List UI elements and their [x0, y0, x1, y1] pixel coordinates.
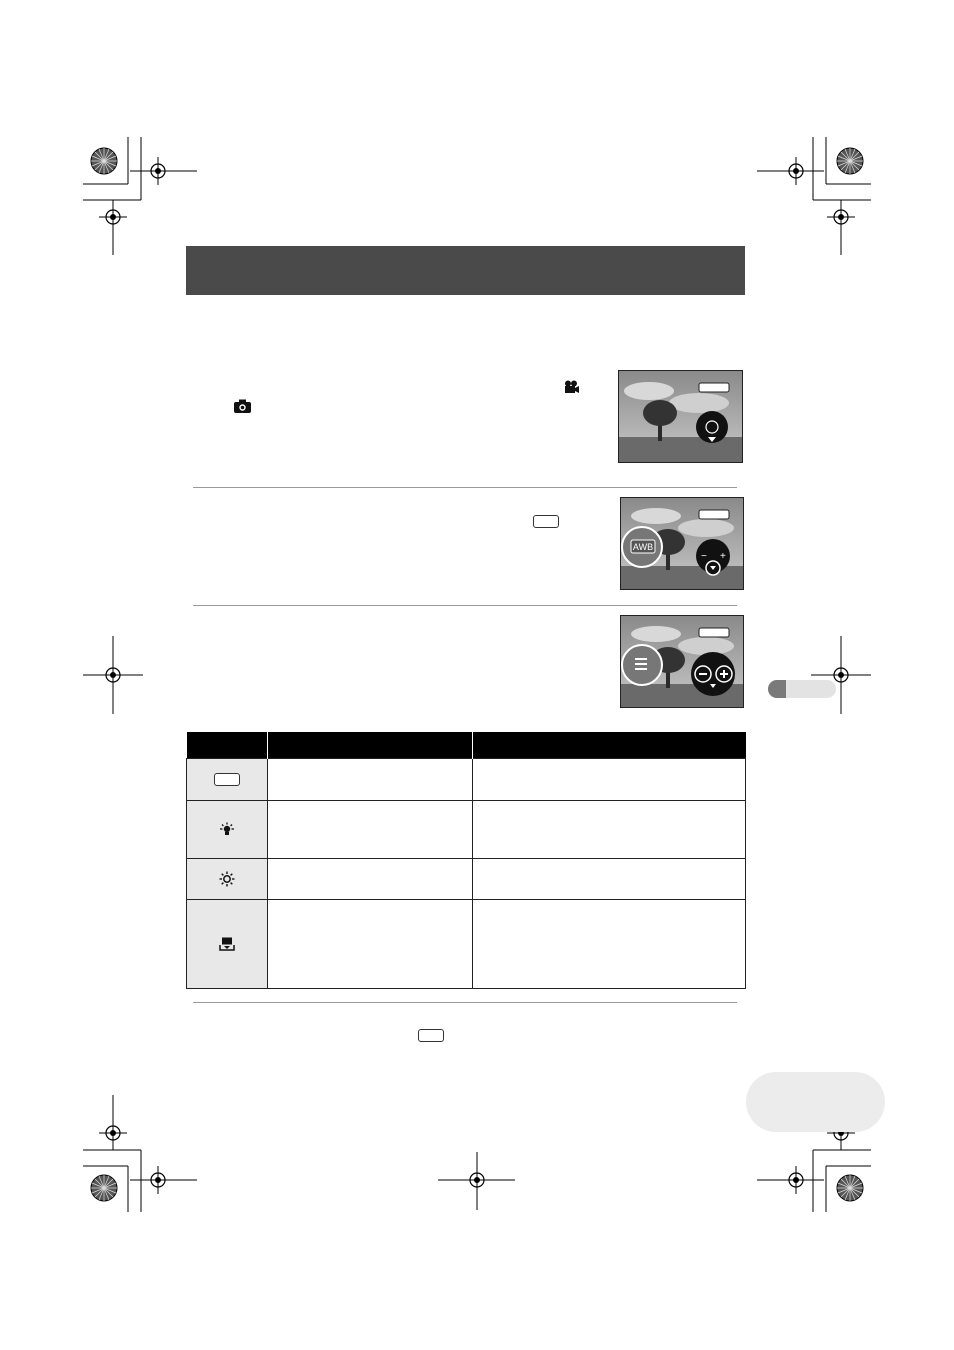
table-header-description [473, 732, 746, 759]
white-set-icon [219, 937, 235, 951]
crop-mark-mid-left [83, 636, 143, 714]
crop-mark-top-left [83, 137, 197, 255]
crop-mark-mid-right [811, 636, 871, 714]
awb-label: AWB [632, 542, 654, 552]
row-description-cell [473, 801, 746, 859]
row-description-cell [473, 859, 746, 900]
svg-text:−: − [701, 551, 707, 562]
page-number-bubble [746, 1072, 885, 1132]
movie-mode-icon [562, 380, 580, 394]
row-description-cell [473, 900, 746, 989]
awb-inline-icon-note [418, 1029, 444, 1042]
screen-thumbnail-3 [620, 615, 744, 708]
table-row [187, 801, 746, 859]
table-row [187, 900, 746, 989]
crop-mark-bottom-left [83, 1095, 197, 1212]
row-mode-cell [267, 801, 472, 859]
side-chapter-tab-marker [768, 680, 786, 698]
divider-2 [193, 605, 737, 606]
white-balance-table [186, 732, 746, 989]
crop-mark-bottom-center [438, 1152, 515, 1210]
sunny-icon [219, 871, 235, 887]
screen-thumbnail-1 [618, 370, 743, 463]
indoor-lamp-icon [219, 822, 235, 836]
table-header-mode [267, 732, 472, 759]
table-header-icon [187, 732, 268, 759]
awb-box-icon [214, 773, 240, 786]
divider-1 [193, 487, 737, 488]
row-description-cell [473, 759, 746, 801]
table-row [187, 759, 746, 801]
awb-inline-icon [533, 515, 559, 528]
svg-text:+: + [720, 551, 726, 562]
row-mode-cell [267, 859, 472, 900]
table-row [187, 859, 746, 900]
row-mode-cell [267, 900, 472, 989]
screen-thumbnail-2 [620, 497, 744, 590]
crop-mark-top-right [757, 137, 871, 255]
section-header-bar [186, 246, 745, 295]
camera-mode-icon [233, 399, 252, 414]
divider-3 [193, 1002, 737, 1003]
row-mode-cell [267, 759, 472, 801]
